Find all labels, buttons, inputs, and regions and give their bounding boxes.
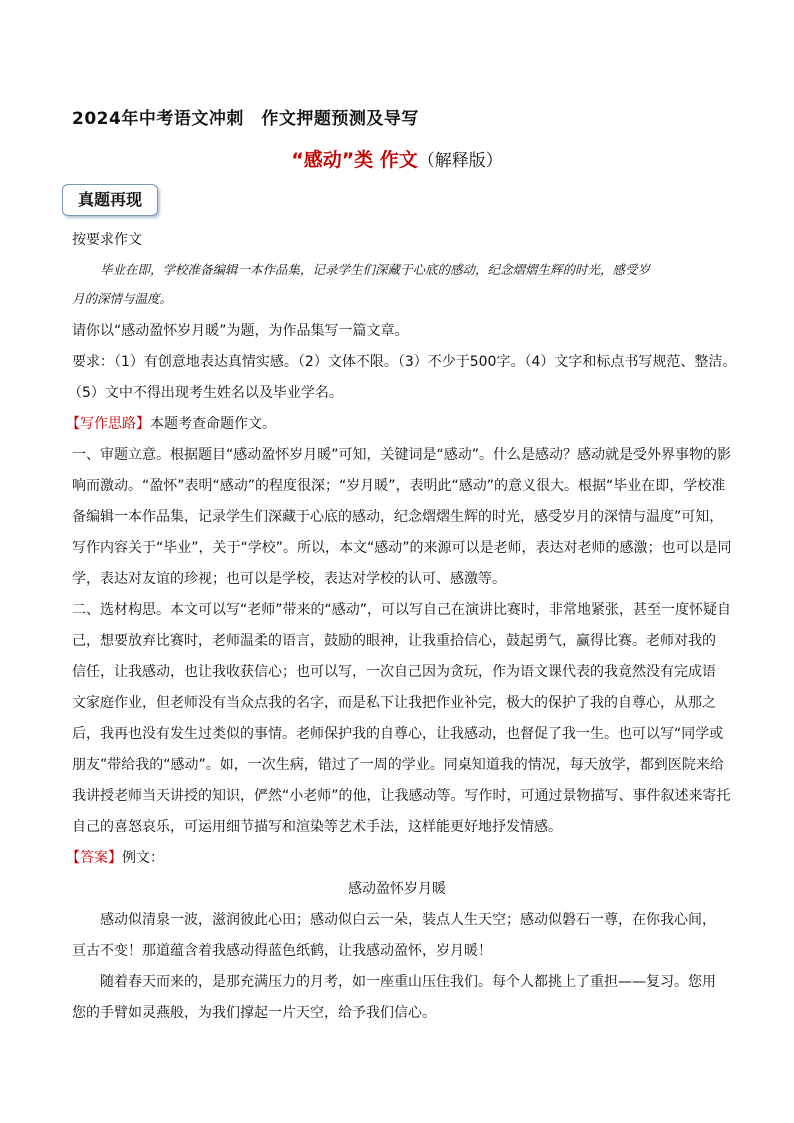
document-subtitle	[0, 145, 794, 172]
analysis-heading	[66, 417, 276, 431]
analysis-line: 后，我再也没有发生过类似的事情。老师保护我的自尊心，让我感动，也督促了我一生。也可以写“同学或	[72, 726, 724, 742]
answer-heading	[66, 851, 164, 865]
analysis-line: 己，想要放弃比赛时，老师温柔的语言，鼓励的眼神，让我重拾信心，鼓起勇气，赢得比赛。老师对我的	[72, 633, 716, 649]
essay-line: 随着春天而来的，是那充满压力的月考，如一座重山压住我们。每个人都挑上了重担——复习。您用	[100, 974, 716, 990]
analysis-label: 【写作思路】	[66, 416, 150, 432]
essay-line: 您的手臂如灵燕般，为我们撑起一片天空，给予我们信心。	[72, 1005, 436, 1021]
analysis-intro: 本题考查命题作文。	[150, 416, 276, 432]
answer-intro: 例文：	[122, 850, 164, 866]
analysis-line: 朋友”带给我的“感动”。如，一次生病，错过了一周的学业。同桌知道我的情况，每天放学，都到医院来给	[72, 757, 724, 773]
analysis-line: 二、选材构思。本文可以写“老师”带来的“感动”，可以写自己在演讲比赛时，非常地紧张，甚至一度怀疑自	[72, 602, 732, 618]
document-title: 2024年中考语文冲刺 作文押题预测及导写	[72, 109, 419, 129]
essay-title: 感动盈怀岁月暖	[348, 881, 446, 897]
subtitle-main: “感动”类 作文	[291, 149, 418, 171]
analysis-line: 备编辑一本作品集，记录学生们深藏于心底的感动，纪念熠熠生辉的时光，感受岁月的深情与温度”可知，	[72, 509, 724, 525]
subtitle-note: （解释版）	[417, 151, 503, 171]
analysis-line: 信任，让我感动，也让我收获信心；也可以写，一次自己因为贪玩，作为语文课代表的我竟然没有完成语	[72, 664, 716, 680]
prompt-requirement: （5）文中不得出现考生姓名以及毕业学名。	[68, 385, 343, 401]
analysis-line: 响而激动。“盈怀”表明“感动”的程度很深；“岁月暖”，表明此“感动”的意义很大。根据“毕业在即，学校准	[72, 478, 726, 494]
analysis-line: 学，表达对友谊的珍视；也可以是学校，表达对学校的认可、感激等。	[72, 571, 506, 587]
answer-label: 【答案】	[66, 850, 122, 866]
analysis-line: 一、审题立意。根据题目“感动盈怀岁月暖”可知，关键词是“感动”。什么是感动？感动就是受外界事物的影	[72, 447, 732, 463]
essay-line: 亘古不变！那道蕴含着我感动得蓝色纸鹤，让我感动盈怀，岁月暖！	[72, 943, 492, 959]
analysis-line: 我讲授老师当天讲授的知识，俨然“小老师”的他，让我感动等。写作时，可通过景物描写、事件叙述来寄托	[72, 788, 731, 804]
prompt-requirement: 要求：（1）有创意地表达真情实感。（2）文体不限。（3）不少于500字。（4）文字和标点书写规范、整洁。	[72, 354, 737, 370]
prompt-task: 请你以“感动盈怀岁月暖”为题，为作品集写一篇文章。	[72, 323, 409, 339]
prompt-instruction: 按要求作文	[72, 232, 142, 248]
essay-line: 感动似清泉一波，滋润彼此心田；感动似白云一朵，装点人生天空；感动似磐石一尊，在你我心间，	[100, 912, 716, 928]
section-badge: 真题再现	[62, 184, 158, 216]
prompt-italic-line: 毕业在即，学校准备编辑一本作品集，记录学生们深藏于心底的感动，纪念熠熠生辉的时光，感受岁	[100, 262, 651, 277]
analysis-line: 自己的喜怒哀乐，可运用细节描写和渲染等艺术手法，这样能更好地抒发情感。	[72, 819, 562, 835]
prompt-italic-line: 月的深情与温度。	[72, 291, 173, 306]
analysis-line: 文家庭作业，但老师没有当众点我的名字，而是私下让我把作业补完，极大的保护了我的自尊心，从那之	[72, 695, 716, 711]
analysis-line: 写作内容关于“毕业”，关于“学校”。所以，本文“感动”的来源可以是老师，表达对老师的感激；也可以是同	[72, 540, 732, 556]
